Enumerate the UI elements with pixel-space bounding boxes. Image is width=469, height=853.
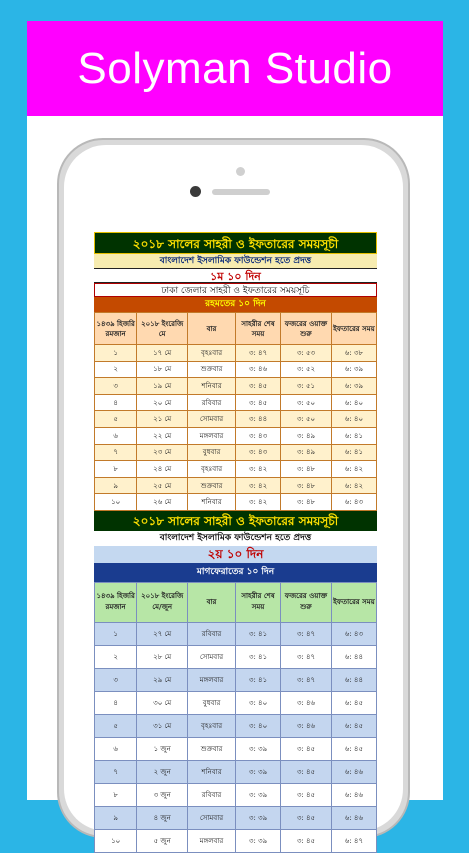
table-cell: ৩: ৫৩ bbox=[281, 345, 332, 362]
table-cell: ৩: ৪৪ bbox=[235, 411, 280, 428]
table-cell: ৪ bbox=[95, 394, 137, 411]
table-row bbox=[95, 427, 377, 444]
table-cell: ১ জুন bbox=[137, 737, 188, 760]
schedule-title-1: ২০১৮ সালের সাহরী ও ইফতারের সময়সূচী bbox=[94, 232, 377, 254]
table-cell: ৩: ৩৯ bbox=[235, 829, 280, 852]
schedule-table-1 bbox=[94, 312, 377, 511]
district-label: ঢাকা জেলার সাহরী ও ইফতারের সময়সূচি bbox=[94, 283, 377, 297]
table-cell: বৃহঃবার bbox=[188, 461, 236, 478]
schedule-title-2: ২০১৮ সালের সাহরী ও ইফতারের সময়সূচী bbox=[94, 511, 377, 531]
column-header: ফজরের ওয়াক্ত শুরু bbox=[281, 313, 332, 345]
table-cell: ৩: ৪০ bbox=[235, 714, 280, 737]
table-row bbox=[95, 461, 377, 478]
table-cell: মঙ্গলবার bbox=[188, 427, 236, 444]
table-cell: বৃহঃবার bbox=[188, 345, 236, 362]
table-cell: ৬: ৪৩ bbox=[331, 622, 376, 645]
table-cell: ৩: ৩৯ bbox=[235, 737, 280, 760]
table-cell: ৩: ৪৬ bbox=[281, 691, 332, 714]
section-label-rahmat: রহমতের ১০ দিন bbox=[94, 297, 377, 312]
table-cell: ৩: ৫০ bbox=[281, 394, 332, 411]
table-cell: ১০ bbox=[95, 494, 137, 511]
column-header: ইফতারের সময় bbox=[331, 582, 376, 622]
table-cell: ২ bbox=[95, 645, 137, 668]
table-row bbox=[95, 411, 377, 428]
table-cell: ৬ bbox=[95, 737, 137, 760]
table-cell: ৬: ৪৫ bbox=[331, 737, 376, 760]
table-cell: ৩: ৪৮ bbox=[281, 477, 332, 494]
table-row bbox=[95, 829, 377, 852]
table-cell: ৩: ৪৭ bbox=[281, 645, 332, 668]
table-cell: ১০ bbox=[95, 829, 137, 852]
table-cell: ৩: ৪১ bbox=[235, 668, 280, 691]
table-cell: ২৫ মে bbox=[137, 477, 188, 494]
table-cell: ৩: ৪২ bbox=[235, 461, 280, 478]
table-cell: ৩: ৪৭ bbox=[235, 345, 280, 362]
table-cell: রবিবার bbox=[188, 622, 236, 645]
table-cell: ২৯ মে bbox=[137, 668, 188, 691]
table-row bbox=[95, 645, 377, 668]
table-cell: ৬: ৪০ bbox=[331, 394, 376, 411]
table-cell: ৩: ৩৯ bbox=[235, 760, 280, 783]
table-cell: শনিবার bbox=[188, 494, 236, 511]
table-cell: ৩: ৪৩ bbox=[235, 427, 280, 444]
table-cell: ৩০ মে bbox=[137, 691, 188, 714]
table-row bbox=[95, 737, 377, 760]
table-cell: ৩: ৪৮ bbox=[281, 461, 332, 478]
table-cell: ৩ bbox=[95, 668, 137, 691]
table-row bbox=[95, 806, 377, 829]
camera-icon bbox=[190, 186, 201, 197]
table-cell: ৬: ৪৪ bbox=[331, 668, 376, 691]
table-cell: ৩: ৪৫ bbox=[281, 829, 332, 852]
table-cell: ৩: ৪০ bbox=[235, 691, 280, 714]
table-cell: ৬: ৩৯ bbox=[331, 378, 376, 395]
table-cell: সোমবার bbox=[188, 806, 236, 829]
table-cell: ৬: ৪৪ bbox=[331, 645, 376, 668]
table-cell: শুক্রবার bbox=[188, 361, 236, 378]
table-cell: ৬: ৪৩ bbox=[331, 494, 376, 511]
table-cell: বৃহঃবার bbox=[188, 714, 236, 737]
app-banner bbox=[27, 21, 443, 116]
table-cell: ৩ bbox=[95, 378, 137, 395]
table-cell: শনিবার bbox=[188, 378, 236, 395]
table-cell: মঙ্গলবার bbox=[188, 829, 236, 852]
table-row bbox=[95, 378, 377, 395]
ten-days-label-2: ২য় ১০ দিন bbox=[94, 546, 377, 563]
section-label-magfirat: মাগফেরাতের ১০ দিন bbox=[94, 563, 377, 582]
table-cell: রবিবার bbox=[188, 394, 236, 411]
table-cell: ৬: ৪১ bbox=[331, 427, 376, 444]
speaker-icon bbox=[212, 189, 270, 195]
table-cell: ৩: ৪১ bbox=[235, 645, 280, 668]
table-cell: ২০ মে bbox=[137, 394, 188, 411]
table-row bbox=[95, 622, 377, 645]
table-cell: ৩: ৪৬ bbox=[281, 714, 332, 737]
column-header: ফজরের ওয়াক্ত শুরু bbox=[281, 582, 332, 622]
table-row bbox=[95, 760, 377, 783]
table-cell: ৪ জুন bbox=[137, 806, 188, 829]
table-cell: ৩: ৪৬ bbox=[235, 361, 280, 378]
table-row bbox=[95, 444, 377, 461]
table-cell: ২ bbox=[95, 361, 137, 378]
column-header: ১৪৩৯ হিজরি রমজান bbox=[95, 313, 137, 345]
table-cell: ৩: ৪৫ bbox=[235, 394, 280, 411]
table-cell: ৮ bbox=[95, 461, 137, 478]
table-cell: ৩: ৪৫ bbox=[281, 783, 332, 806]
table-cell: ৩: ৩৯ bbox=[235, 806, 280, 829]
table-row bbox=[95, 668, 377, 691]
table-cell: ৬: ৪৬ bbox=[331, 806, 376, 829]
table-cell: ৩: ৪৯ bbox=[281, 444, 332, 461]
table-cell: ৩: ৫০ bbox=[281, 411, 332, 428]
table-cell: বুধবার bbox=[188, 691, 236, 714]
table-cell: ৩ জুন bbox=[137, 783, 188, 806]
banner-title: Solyman Studio bbox=[77, 44, 393, 93]
table-cell: ৩: ৪২ bbox=[235, 477, 280, 494]
table-cell: শুক্রবার bbox=[188, 477, 236, 494]
table-cell: ১৭ মে bbox=[137, 345, 188, 362]
table-cell: ৩: ৪১ bbox=[235, 622, 280, 645]
table-cell: শুক্রবার bbox=[188, 737, 236, 760]
column-header: সাহরীর শেষ সময় bbox=[235, 582, 280, 622]
table-cell: ৬: ৪৬ bbox=[331, 783, 376, 806]
table-cell: ৬: ৩৮ bbox=[331, 345, 376, 362]
table-cell: ৬: ৪২ bbox=[331, 461, 376, 478]
table-cell: ৬: ৪৫ bbox=[331, 714, 376, 737]
table-cell: ৫ জুন bbox=[137, 829, 188, 852]
table-cell: ৩: ৪৫ bbox=[281, 737, 332, 760]
table-cell: ৩: ৪৭ bbox=[281, 622, 332, 645]
table-cell: ৮ bbox=[95, 783, 137, 806]
column-header: ২০১৮ ইংরেজি মে bbox=[137, 313, 188, 345]
table-cell: ৫ bbox=[95, 411, 137, 428]
table-cell: ৩: ৫২ bbox=[281, 361, 332, 378]
table-cell: ৬: ৩৯ bbox=[331, 361, 376, 378]
table-cell: ৬: ৪৬ bbox=[331, 760, 376, 783]
column-header: বার bbox=[188, 582, 236, 622]
table-cell: ৩: ৪৫ bbox=[281, 806, 332, 829]
column-header: সাহরীর শেষ সময় bbox=[235, 313, 280, 345]
table-cell: সোমবার bbox=[188, 645, 236, 668]
table-cell: শনিবার bbox=[188, 760, 236, 783]
table-cell: ৬: ৪০ bbox=[331, 411, 376, 428]
table-cell: ৫ bbox=[95, 714, 137, 737]
phone-screen[interactable] bbox=[94, 232, 377, 845]
table-cell: ৩: ৪৫ bbox=[235, 378, 280, 395]
column-header: ইফতারের সময় bbox=[331, 313, 376, 345]
table-cell: ৩১ মে bbox=[137, 714, 188, 737]
schedule-source-1: বাংলাদেশ ইসলামিক ফাউন্ডেশন হতে প্রদত্ত bbox=[94, 254, 377, 268]
ten-days-label-1: ১ম ১০ দিন bbox=[94, 268, 377, 283]
table-cell: ৯ bbox=[95, 806, 137, 829]
table-cell: ১ bbox=[95, 622, 137, 645]
table-cell: ২৬ মে bbox=[137, 494, 188, 511]
table-row bbox=[95, 345, 377, 362]
table-cell: ৬: ৪৭ bbox=[331, 829, 376, 852]
table-cell: ৭ bbox=[95, 760, 137, 783]
table-cell: ১ bbox=[95, 345, 137, 362]
table-cell: ২১ মে bbox=[137, 411, 188, 428]
table-cell: ৩: ৫১ bbox=[281, 378, 332, 395]
table-row bbox=[95, 361, 377, 378]
sensor-icon bbox=[236, 167, 245, 176]
schedule-source-2: বাংলাদেশ ইসলামিক ফাউন্ডেশন হতে প্রদত্ত bbox=[94, 531, 377, 546]
table-cell: ২৮ মে bbox=[137, 645, 188, 668]
column-header: বার bbox=[188, 313, 236, 345]
table-cell: ৩: ৪২ bbox=[235, 494, 280, 511]
table-row bbox=[95, 783, 377, 806]
table-cell: ৩: ৪৩ bbox=[235, 444, 280, 461]
table-cell: ১৮ মে bbox=[137, 361, 188, 378]
table-cell: ৯ bbox=[95, 477, 137, 494]
table-row bbox=[95, 477, 377, 494]
table-row bbox=[95, 394, 377, 411]
table-cell: ৩: ৩৯ bbox=[235, 783, 280, 806]
table-cell: ৬: ৪২ bbox=[331, 477, 376, 494]
table-cell: ১৯ মে bbox=[137, 378, 188, 395]
table-cell: ৬: ৪৫ bbox=[331, 691, 376, 714]
table-cell: রবিবার bbox=[188, 783, 236, 806]
table-cell: ৭ bbox=[95, 444, 137, 461]
table-cell: ২৭ মে bbox=[137, 622, 188, 645]
table-cell: ৩: ৪৭ bbox=[281, 668, 332, 691]
table-cell: ৬: ৪১ bbox=[331, 444, 376, 461]
column-header: ১৪৩৯ হিজরি রমজান bbox=[95, 582, 137, 622]
table-row bbox=[95, 494, 377, 511]
schedule-table-2 bbox=[94, 582, 377, 853]
table-cell: বুধবার bbox=[188, 444, 236, 461]
table-cell: ৩: ৪৫ bbox=[281, 760, 332, 783]
table-row bbox=[95, 714, 377, 737]
table-cell: ৬ bbox=[95, 427, 137, 444]
table-cell: ৩: ৪৯ bbox=[281, 427, 332, 444]
table-cell: ৩: ৪৮ bbox=[281, 494, 332, 511]
table-cell: ২২ মে bbox=[137, 427, 188, 444]
table-cell: ২৩ মে bbox=[137, 444, 188, 461]
table-cell: মঙ্গলবার bbox=[188, 668, 236, 691]
table-cell: সোমবার bbox=[188, 411, 236, 428]
table-cell: ৪ bbox=[95, 691, 137, 714]
table-cell: ২ জুন bbox=[137, 760, 188, 783]
table-row bbox=[95, 691, 377, 714]
column-header: ২০১৮ ইংরেজি মে/জুন bbox=[137, 582, 188, 622]
table-cell: ২৪ মে bbox=[137, 461, 188, 478]
